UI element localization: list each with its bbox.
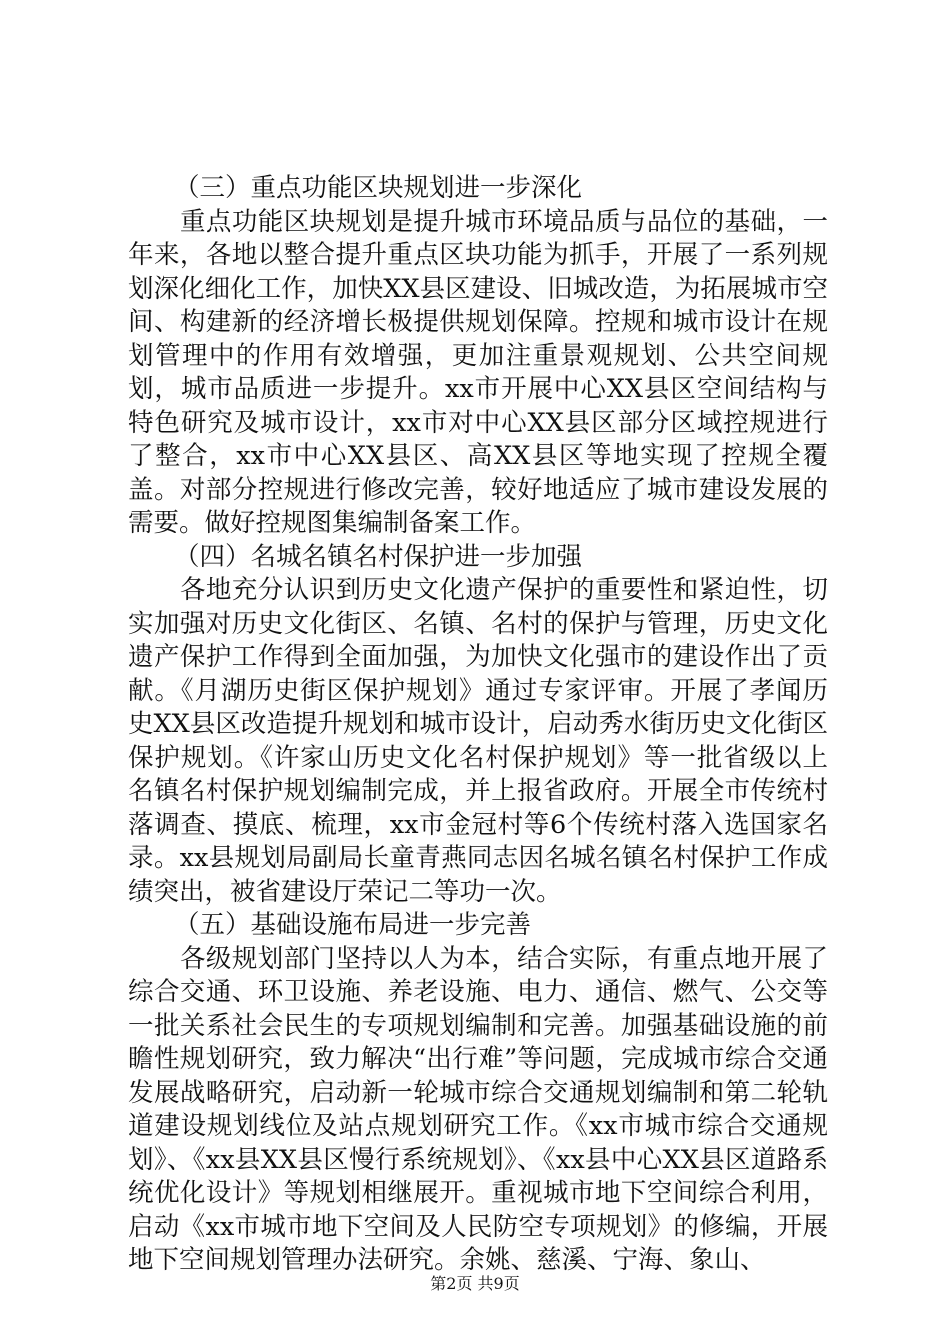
section-paragraph-4: 各地充分认识到历史文化遗产保护的重要性和紧迫性，切实加强对历史文化街区、名镇、名村的保护与管理，历史文化遗产保护工作得到全面加强，为加快文化强市的建设作出了贡献。《月湖历史街区保护规划》通过专家评审。开展了孝闻历史XX县区改造提升规划和城市设计，启动秀水街历史文化街区保护规划。《许家山历史文化名村保护规划》等一批省级以上名镇名村保护规划编制完成，并上报省政府。开展全市传统村落调查、摸底、梳理，xx市金冠村等6个传统村落入选国家名录。xx县规划局副局长童青燕同志因名城名镇名村保护工作成绩突出，被省建设厅荣记二等功一次。 [128,575,828,907]
section-heading-3: （三）重点功能区块规划进一步深化 [174,173,583,203]
section-paragraph-3: 重点功能区块规划是提升城市环境品质与品位的基础，一年来，各地以整合提升重点区块功能为抓手，开展了一系列规划深化细化工作，加快XX县区建设、旧城改造，为拓展城市空间、构建新的经济增长极提供规划保障。控规和城市设计在规划管理中的作用有效增强，更加注重景观规划、公共空间规划，城市品质进一步提升。xx市开展中心XX县区空间结构与特色研究及城市设计，xx市对中心XX县区部分区域控规进行了整合，xx市中心XX县区、高XX县区等地实现了控规全覆盖。对部分控规进行修改完善，较好地适应了城市建设发展的需要。做好控规图集编制备案工作。 [128,206,828,538]
page-number-footer: 第2页 共9页 [430,1274,520,1293]
section-heading-4: （四）名城名镇名村保护进一步加强 [174,541,583,572]
section-heading-5: （五）基础设施布局进一步完善 [174,910,532,940]
section-paragraph-5: 各级规划部门坚持以人为本，结合实际，有重点地开展了综合交通、环卫设施、养老设施、电力、通信、燃气、公交等一批关系社会民生的专项规划编制和完善。加强基础设施的前瞻性规划研究，致力解决“出行难”等问题，完成城市综合交通发展战略研究，启动新一轮城市综合交通规划编制和第二轮轨道建设规划线位及站点规划研究工作。《xx市城市综合交通规划》、《xx县XX县区慢行系统规划》、《xx县中心XX县区道路系统优化设计》等规划相继展开。重视城市地下空间综合利用，启动《xx市城市地下空间及人民防空专项规划》的修编，开展地下空间规划管理办法研究。余姚、慈溪、宁海、象山、 [128,943,828,1275]
document-body [128,172,828,1278]
